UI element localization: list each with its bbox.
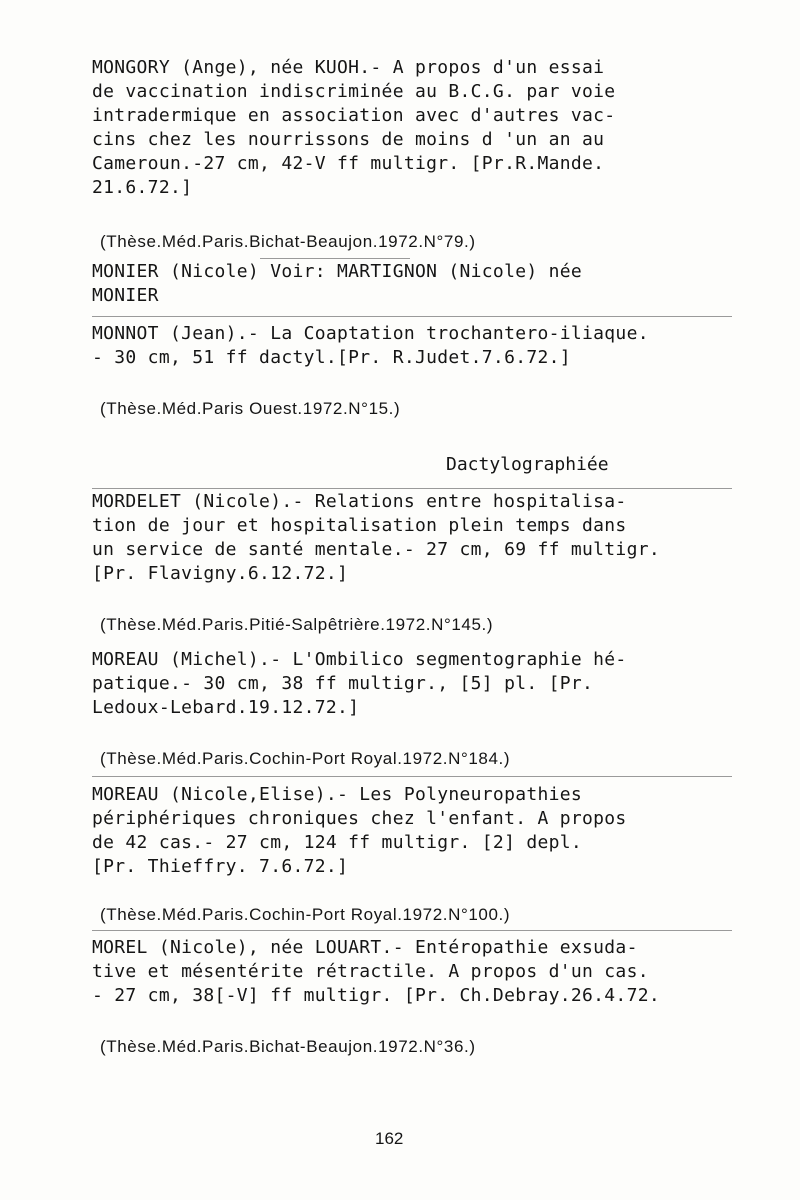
entry-line: Ledoux-Lebard.19.12.72.] (92, 697, 360, 718)
entry-line: MOREAU (Michel).- L'Ombilico segmentographie hé- (92, 649, 627, 670)
entry-line: un service de santé mentale.- 27 cm, 69 ff multigr. (92, 539, 660, 560)
entry-line: [Pr. Thieffry. 7.6.72.] (92, 856, 349, 877)
entry-line: MONIER (92, 285, 159, 306)
thesis-reference: (Thèse.Méd.Paris.Bichat-Beaujon.1972.N°36.) (100, 1037, 476, 1056)
entry-line: MOREL (Nicole), née LOUART.- Entéropathie exsuda- (92, 937, 638, 958)
entry-line: MOREAU (Nicole,Elise).- Les Polyneuropathies (92, 784, 583, 805)
catalog-entry (92, 648, 732, 720)
entry-line: 21.6.72.] (92, 177, 193, 198)
thesis-reference: (Thèse.Méd.Paris.Cochin-Port Royal.1972.N°184.) (100, 749, 511, 768)
entry-line: MONNOT (Jean).- La Coaptation trochantero-iliaque. (92, 323, 649, 344)
entry-line: Cameroun.-27 cm, 42-V ff multigr. [Pr.R.Mande. (92, 153, 605, 174)
page-number: 162 (375, 1129, 404, 1148)
catalog-entry (92, 936, 732, 1008)
entry-line: MONGORY (Ange), née KUOH.- A propos d'un essai (92, 57, 605, 78)
entry-line: cins chez les nourrissons de moins d 'un an au (92, 129, 605, 150)
catalog-entry (92, 322, 732, 370)
thesis-reference: (Thèse.Méd.Paris.Pitié-Salpêtrière.1972.N°145.) (100, 615, 494, 634)
entry-line: de 42 cas.- 27 cm, 124 ff multigr. [2] depl. (92, 832, 583, 853)
entry-line: MORDELET (Nicole).- Relations entre hospitalisa- (92, 491, 627, 512)
thesis-reference: (Thèse.Méd.Paris.Cochin-Port Royal.1972.N°100.) (100, 905, 511, 924)
entry-line: - 27 cm, 38[-V] ff multigr. [Pr. Ch.Debray.26.4.72. (92, 985, 660, 1006)
separator-rule (260, 258, 410, 259)
catalog-entry (92, 260, 732, 308)
entry-line: - 30 cm, 51 ff dactyl.[Pr. R.Judet.7.6.72.] (92, 347, 571, 368)
entry-line: tive et mésentérite rétractile. A propos d'un cas. (92, 961, 649, 982)
thesis-reference: (Thèse.Méd.Paris Ouest.1972.N°15.) (100, 399, 401, 418)
thesis-reference: (Thèse.Méd.Paris.Bichat-Beaujon.1972.N°79.) (100, 232, 476, 251)
separator-rule (92, 488, 732, 489)
annotation-dactylographiee: Dactylographiée (446, 454, 609, 475)
separator-rule (92, 776, 732, 777)
catalog-entry (92, 56, 732, 200)
entry-line: de vaccination indiscriminée au B.C.G. par voie (92, 81, 616, 102)
entry-line: patique.- 30 cm, 38 ff multigr., [5] pl. [Pr. (92, 673, 594, 694)
catalog-entry (92, 490, 732, 586)
separator-rule (92, 316, 732, 317)
entry-line: [Pr. Flavigny.6.12.72.] (92, 563, 349, 584)
entry-line: MONIER (Nicole) Voir: MARTIGNON (Nicole) née (92, 261, 583, 282)
catalog-entry (92, 783, 732, 879)
separator-rule (92, 930, 732, 931)
entry-line: périphériques chroniques chez l'enfant. A propos (92, 808, 627, 829)
entry-line: intradermique en association avec d'autres vac- (92, 105, 616, 126)
entry-line: tion de jour et hospitalisation plein temps dans (92, 515, 627, 536)
